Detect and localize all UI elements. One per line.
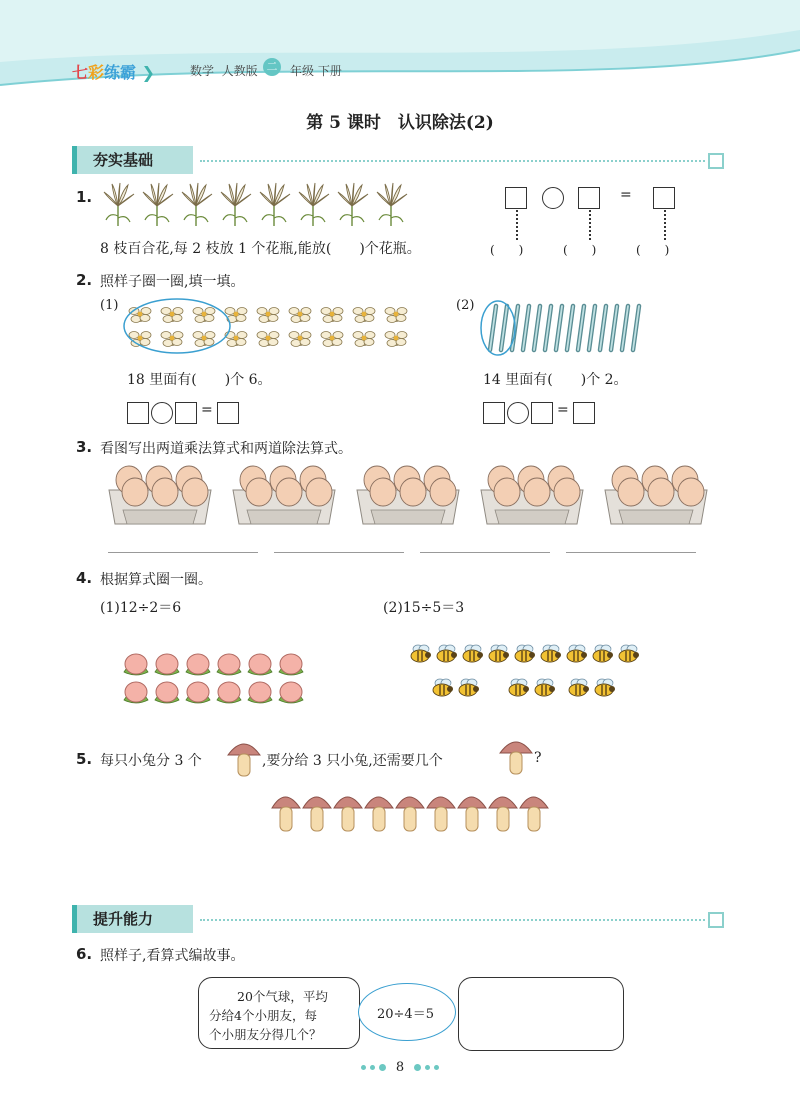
q1-answer-box-3[interactable]: [653, 187, 675, 209]
mushroom-row: [268, 786, 558, 836]
brand-char-2: 彩: [88, 63, 105, 82]
q2-p1-box-2[interactable]: [175, 402, 197, 424]
subject-label: 数学: [190, 64, 215, 78]
q4-text: 根据算式圈一圈。: [100, 572, 212, 588]
q1-number: 1.: [76, 188, 93, 206]
egg-tray: [605, 466, 707, 524]
egg-icon: [554, 478, 580, 506]
egg-tray-row: [105, 462, 725, 528]
peach-group: [122, 652, 312, 708]
egg-icon: [306, 478, 332, 506]
flower-icon: [385, 308, 407, 323]
bee-group: [406, 640, 646, 708]
q1-answer-box-1[interactable]: [505, 187, 527, 209]
q6-example-story-box: [198, 977, 360, 1049]
egg-icon: [152, 478, 178, 506]
q2-p2-equals: =: [557, 402, 569, 418]
flower-icon: [161, 332, 183, 347]
flower-icon: [257, 332, 279, 347]
egg-icon: [678, 478, 704, 506]
egg-tray: [481, 466, 583, 524]
egg-icon: [182, 478, 208, 506]
q5-text-a: 每只小兔分 3 个: [100, 753, 202, 769]
egg-icon: [618, 478, 644, 506]
section-advance-tag: 提升能力: [72, 905, 193, 933]
lily-icon: [260, 183, 290, 226]
peach-icon: [279, 682, 303, 703]
egg-icon: [122, 478, 148, 506]
brand-char-3: 练霸: [104, 63, 137, 82]
q1-dotted-link-1: [516, 210, 518, 240]
header-band: [0, 0, 800, 100]
flower-icon: [129, 332, 151, 347]
mushroom-item: [365, 797, 393, 831]
q1-paren-2[interactable]: ( ): [563, 243, 597, 257]
lily-icon: [104, 183, 134, 226]
q1-dotted-link-2: [589, 210, 591, 240]
q6-number: 6.: [76, 945, 93, 963]
q2-number: 2.: [76, 271, 93, 289]
stick-group: [478, 298, 658, 358]
header-subject: [190, 62, 258, 79]
bee-icon: [541, 645, 561, 662]
q3-blank-3[interactable]: [420, 552, 550, 553]
q2-part1-text: 18 里面有( )个 6。: [127, 372, 272, 388]
bee-icon: [489, 645, 509, 662]
q1-equals: =: [620, 187, 632, 203]
section-tag-tail: [172, 146, 200, 174]
q3-blank-1[interactable]: [108, 552, 258, 553]
q2-text: 照样子圈一圈,填一填。: [100, 274, 245, 290]
flower-icon: [385, 332, 407, 347]
peach-icon: [155, 682, 179, 703]
egg-icon: [524, 478, 550, 506]
section-divider: [200, 160, 705, 162]
lily-icon: [338, 183, 368, 226]
mushroom-icon: [224, 735, 264, 779]
bee-icon: [463, 645, 483, 662]
q2-part2-label: (2): [456, 298, 475, 313]
q3-blank-4[interactable]: [566, 552, 696, 553]
bee-icon: [459, 679, 479, 696]
egg-icon: [494, 478, 520, 506]
grade-badge: 二: [263, 58, 281, 76]
q2-p2-circle[interactable]: [507, 402, 529, 424]
q2-part2-text: 14 里面有( )个 2。: [483, 372, 628, 388]
egg-icon: [400, 478, 426, 506]
flower-icon: [257, 308, 279, 323]
egg-icon: [276, 478, 302, 506]
lily-icon: [377, 183, 407, 226]
q6-answer-story-box[interactable]: [458, 977, 624, 1051]
lily-row: [98, 182, 416, 228]
peach-icon: [279, 654, 303, 675]
bee-icon: [433, 679, 453, 696]
mushroom-icon-2: [496, 733, 536, 777]
flower-icon: [353, 332, 375, 347]
section-end-square: [708, 153, 724, 169]
q4-part1: (1)12÷2＝6: [100, 600, 182, 616]
egg-tray: [357, 466, 459, 524]
flower-icon: [193, 332, 215, 347]
peach-icon: [217, 682, 241, 703]
q2-part1-label: (1): [100, 298, 119, 313]
bee-icon: [411, 645, 431, 662]
bee-icon: [437, 645, 457, 662]
egg-icon: [370, 478, 396, 506]
bee-icon: [619, 645, 639, 662]
peach-icon: [124, 682, 148, 703]
flower-icon: [129, 308, 151, 323]
bee-icon: [593, 645, 613, 662]
brand-char-1: 七: [72, 63, 89, 82]
lily-icon: [221, 183, 251, 226]
peach-icon: [217, 654, 241, 675]
brand-logo: 七彩练霸 ❯: [72, 63, 156, 82]
q6-text: 照样子,看算式编故事。: [100, 948, 245, 964]
q5-text-b: ,要分给 3 只小兔,还需要几个: [262, 753, 443, 769]
flower-icon: [289, 332, 311, 347]
peach-icon: [124, 654, 148, 675]
page-title: 第 5 课时 认识除法(2): [306, 113, 494, 133]
bee-icon: [509, 679, 529, 696]
bee-icon: [569, 679, 589, 696]
mushroom-item: [489, 797, 517, 831]
grade-text: 年级 下册: [290, 64, 342, 78]
egg-icon: [648, 478, 674, 506]
q6-equation: 20÷4＝5: [377, 1007, 434, 1022]
q4-number: 4.: [76, 569, 93, 587]
q3-text: 看图写出两道乘法算式和两道除法算式。: [100, 441, 352, 457]
q2-p1-box-3[interactable]: [217, 402, 239, 424]
edition-label: 人教版: [221, 64, 258, 78]
q1-text: 8 枝百合花,每 2 枝放 1 个花瓶,能放( )个花瓶。: [100, 241, 421, 257]
lily-icon: [143, 183, 173, 226]
q3-blank-2[interactable]: [274, 552, 404, 553]
q3-number: 3.: [76, 438, 93, 456]
bee-icon: [567, 645, 587, 662]
egg-icon: [246, 478, 272, 506]
bee-icon: [535, 679, 555, 696]
q5-text-c: ?: [534, 750, 542, 766]
example-circle-2: [481, 301, 515, 355]
mushroom-item: [427, 797, 455, 831]
egg-tray: [109, 466, 211, 524]
q2-p2-box-2[interactable]: [531, 402, 553, 424]
q2-p1-equals: =: [201, 402, 213, 418]
lily-icon: [299, 183, 329, 226]
flower-icon: [321, 332, 343, 347]
peach-icon: [186, 654, 210, 675]
q6-story-line-3: 个小朋友分得几个？: [209, 1027, 322, 1042]
flower-group: [122, 298, 422, 356]
q2-p1-box-1[interactable]: [127, 402, 149, 424]
section-tag-tail-2: [172, 905, 200, 933]
q5-number: 5.: [76, 750, 93, 768]
flower-icon: [321, 308, 343, 323]
q2-p2-box-1[interactable]: [483, 402, 505, 424]
q1-paren-1[interactable]: ( ): [490, 243, 524, 257]
peach-icon: [186, 682, 210, 703]
flower-icon: [289, 308, 311, 323]
q6-story-line-2: 分给4个小朋友，每: [209, 1008, 317, 1023]
page-footer: [0, 1060, 800, 1075]
mushroom-item: [396, 797, 424, 831]
q1-answer-box-2[interactable]: [578, 187, 600, 209]
flower-icon: [353, 308, 375, 323]
flower-icon: [193, 308, 215, 323]
mushroom-item: [272, 797, 300, 831]
q6-equation-oval: [358, 983, 456, 1041]
egg-tray: [233, 466, 335, 524]
peach-icon: [155, 654, 179, 675]
q2-p1-circle[interactable]: [151, 402, 173, 424]
mushroom-item: [303, 797, 331, 831]
mushroom-item: [458, 797, 486, 831]
egg-icon: [430, 478, 456, 506]
lily-icon: [182, 183, 212, 226]
peach-icon: [248, 682, 272, 703]
mushroom-item: [334, 797, 362, 831]
q1-dotted-link-3: [664, 210, 666, 240]
section-divider-2: [200, 919, 705, 921]
q1-operator-circle[interactable]: [542, 187, 564, 209]
mushroom-item: [520, 797, 548, 831]
q6-story-line-1: 20个气球，平均: [237, 989, 328, 1004]
flower-icon: [161, 308, 183, 323]
q2-p2-box-3[interactable]: [573, 402, 595, 424]
page-number: 8: [395, 1060, 405, 1075]
q4-part2: (2)15÷5＝3: [383, 600, 465, 616]
q1-paren-3[interactable]: ( ): [636, 243, 670, 257]
peach-icon: [248, 654, 272, 675]
section-end-square-2: [708, 912, 724, 928]
section-basic-tag: 夯实基础: [72, 146, 193, 174]
bee-icon: [595, 679, 615, 696]
bee-icon: [515, 645, 535, 662]
